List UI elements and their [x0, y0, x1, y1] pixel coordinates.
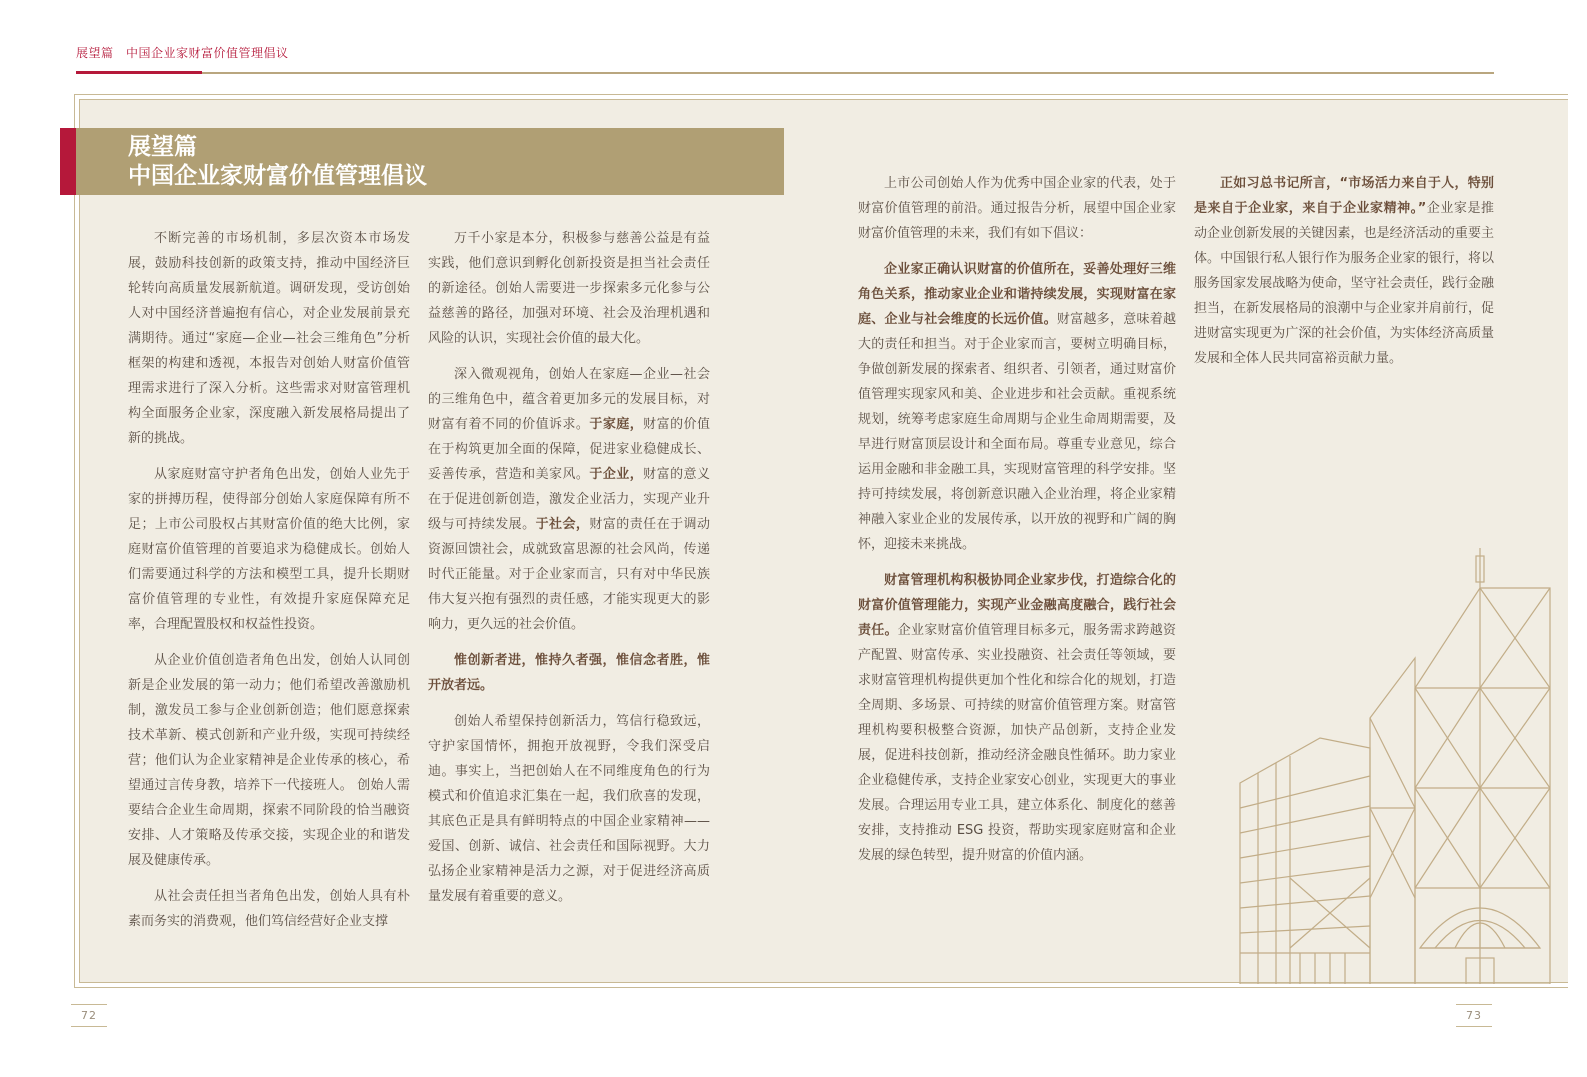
paragraph: 从企业价值创造者角色出发，创始人认同创新是企业发展的第一动力；他们希望改善激励机制，激发员工参与企业创新创造；他们愿意探索技术革新、模式创新和产业升级，实现可持续经营；他们认为企业家精神是企业传承的核心，希望通过言传身教，培养下一代接班人。 创始人需要结合企业生命周期，探索不同阶段的恰当融资安排、人才策略及传承交接，实现企业的和谐发展及健康传承。 [128, 653, 410, 868]
proposal-2 [858, 568, 1176, 868]
quote-text: 正如习总书记所言，“市场活力来自于人，特别是来自于企业家，来自于企业家精神。” [1194, 176, 1494, 216]
text-column-4 [1194, 171, 1494, 382]
emphasis-family: 于家庭， [589, 417, 644, 432]
proposal-1-body: 财富越多，意味着越大的责任和担当。对于企业家而言，要树立明确目标，争做创新发展的探索者、组织者、引领者，通过财富价值管理实现家风和美、企业进步和社会贡献。重视系统规划，统筹考虑家庭生命周期与企业生命周期需要，及早进行财富顶层设计和全面布局。尊重专业意见，综合运用金融和非金融工具，实现财富管理的科学安排。坚持可持续发展，将创新意识融入企业治理，将企业家精神融入家业企业的发展传承，以开放的视野和广阔的胸怀，迎接未来挑战。 [858, 312, 1176, 552]
text-column-2 [428, 226, 710, 920]
paragraph-motto [428, 648, 710, 698]
paragraph-text: 财富的价值在于构筑更加全面的保障，促进家业稳健成长、妥善传承，营造和美家风。 [428, 417, 710, 482]
running-header: 展望篇 中国企业家财富价值管理倡议 [76, 46, 289, 60]
proposal-2-body: 企业家财富价值管理目标多元，服务需求跨越资产配置、财富传承、实业投融资、社会责任等领域，要求财富管理机构提供更加个性化和综合化的规划，打造全周期、多场景、可持续的财富价值管理方案。财富管理机构要积极整合资源，加快产品创新，支持企业发展，促进科技创新，推动经济金融良性循环。助力家业企业稳健传承，支持企业家安心创业，实现更大的事业发展。合理运用专业工具，建立体系化、制度化的慈善安排，支持推动 ESG 投资，帮助实现家庭财富和企业发展的绿色转型，提升财富的价值内涵。 [858, 623, 1176, 863]
text-column-1 [128, 226, 410, 945]
paragraph: 万千小家是本分，积极参与慈善公益是有益实践，他们意识到孵化创新投资是担当社会责任的新途径。创始人需要进一步探索多元化参与公益慈善的路径，加强对环境、社会及治理机遇和风险的认识，实现社会价值的最大化。 [428, 231, 710, 346]
paragraph-text: 深入微观视角，创始人在家庭—企业—社会的三维角色中，蕴含着更加多元的发展目标，对财富有着不同的价值诉求。 [428, 367, 710, 432]
header-rule [76, 72, 1494, 74]
page-number-rule [1456, 1026, 1492, 1027]
paragraph: 从家庭财富守护者角色出发，创始人业先于家的拼搏历程，使得部分创始人家庭保障有所不足；上市公司股权占其财富价值的绝大比例，家庭财富价值管理的首要追求为稳健成长。创始人们需要通过科学的方法和模型工具，提升长期财富价值管理的专业性，有效提升家庭保障充足率，合理配置股权和权益性投资。 [128, 467, 410, 632]
page-number-right: 73 [1466, 1009, 1482, 1022]
paragraph-text: 财富的意义在于促进创新创造，激发企业活力，实现产业升级与可持续发展。 [428, 467, 710, 532]
proposal-1 [858, 257, 1176, 557]
section-title-line1: 展望篇 [128, 133, 197, 160]
emphasis-society: 于社会， [535, 517, 590, 532]
paragraph: 从社会责任担当者角色出发，创始人具有朴素而务实的消费观，他们笃信经营好企业支撑 [128, 889, 410, 929]
section-title-line2: 中国企业家财富价值管理倡议 [128, 162, 427, 189]
section-title [128, 132, 427, 190]
page-number-rule [71, 1004, 107, 1005]
text-column-3 [858, 171, 1176, 879]
emphasis-enterprise: 于企业， [589, 467, 644, 482]
proposal-1-heading: 企业家正确认识财富的价值所在，妥善处理好三维角色关系，推动家业企业和谐持续发展，实现财富在家庭、企业与社会维度的长远价值。 [858, 262, 1176, 327]
paragraph: 创始人希望保持创新活力，笃信行稳致远，守护家国情怀，拥抱开放视野，令我们深受启迪。事实上，当把创始人在不同维度角色的行为模式和价值追求汇集在一起，我们欣喜的发现，其底色正是具有鲜明特点的中国企业家精神——爱国、创新、诚信、社会责任和国际视野。大力弘扬企业家精神是活力之源，对于促进经济高质量发展有着重要的意义。 [428, 714, 710, 904]
paragraph [1194, 171, 1494, 371]
proposal-2-heading: 财富管理机构积极协同企业家步伐，打造综合化的财富价值管理能力，实现产业金融高度融合，践行社会责任。 [858, 573, 1176, 638]
paragraph: 不断完善的市场机制，多层次资本市场发展，鼓励科技创新的政策支持，推动中国经济巨轮转向高质量发展新航道。调研发现，受访创始人对中国经济普遍抱有信心，对企业发展前景充满期待。通过“家庭—企业—社会三维角色”分析框架的构建和透视，本报告对创始人财富价值管理需求进行了深入分析。这些需求对财富管理机构全面服务企业家，深度融入新发展格局提出了新的挑战。 [128, 231, 410, 446]
paragraph-text: 财富的责任在于调动资源回馈社会，成就致富思源的社会风尚，传递时代正能量。对于企业家而言，只有对中华民族伟大复兴抱有强烈的责任感，才能实现更大的影响力，更久远的社会价值。 [428, 517, 710, 632]
title-accent-bar [60, 128, 76, 195]
page-number-left: 72 [81, 1009, 97, 1022]
paragraph: 上市公司创始人作为优秀中国企业家的代表，处于财富价值管理的前沿。通过报告分析，展望中国企业家财富价值管理的未来，我们有如下倡议： [858, 176, 1176, 241]
page-number-rule [71, 1026, 107, 1027]
paragraph [428, 362, 710, 637]
motto-text: 惟创新者进，惟持久者强，惟信念者胜，惟开放者远。 [428, 653, 710, 693]
page-number-rule [1456, 1004, 1492, 1005]
paragraph-text: 企业家是推动企业创新发展的关键因素，也是经济活动的重要主体。中国银行私人银行作为服务企业家的银行，将以服务国家发展战略为使命，坚守社会责任，践行金融担当，在新发展格局的浪潮中与企业家并肩前行，促进财富实现更为广深的社会价值，为实体经济高质量发展和全体人民共同富裕贡献力量。 [1194, 201, 1494, 366]
header-rule-accent [76, 71, 202, 74]
bank-building-illustration [1230, 548, 1570, 984]
